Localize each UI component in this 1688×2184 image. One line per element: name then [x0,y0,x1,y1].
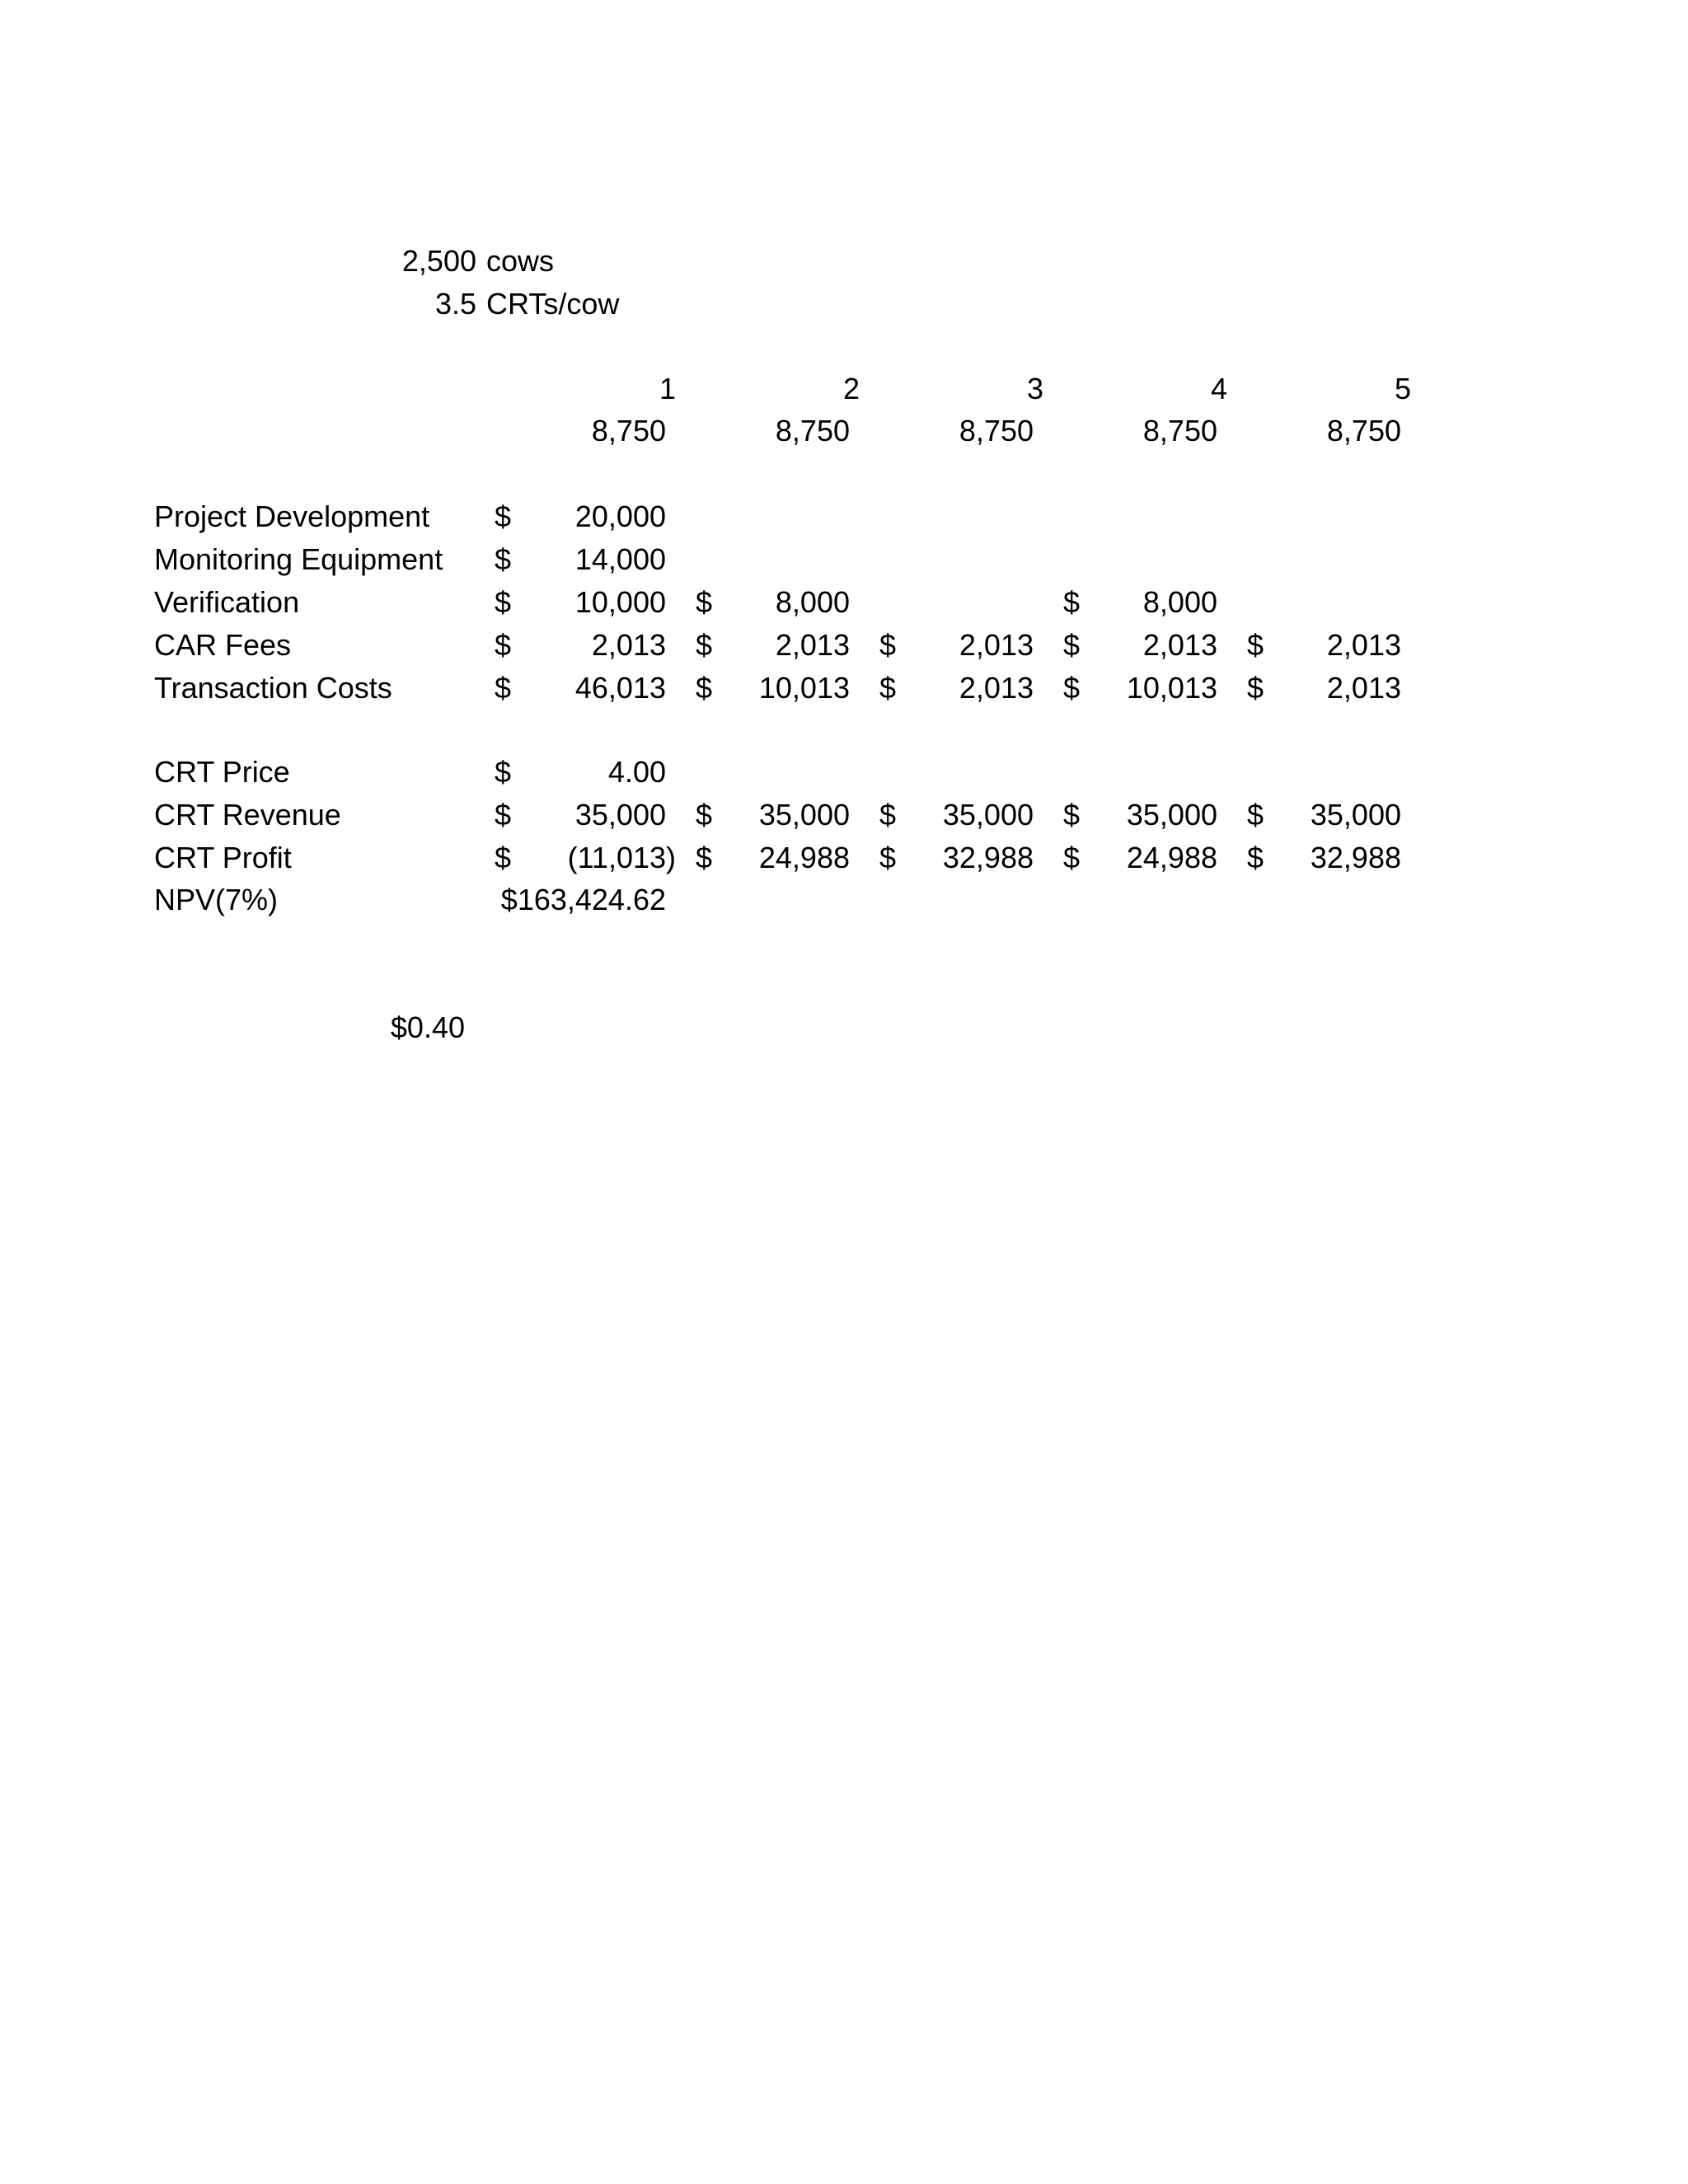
cows-unit: cows [486,244,555,278]
car-fees-year-3: 2,013 [959,628,1034,662]
crt-profit-year-5: 32,988 [1310,841,1401,874]
crt-revenue-year-1: 35,000 [574,798,666,832]
currency-symbol: $ [1063,671,1081,705]
currency-symbol: $ [1063,628,1081,662]
transaction-costs-year-2: 10,013 [758,671,850,705]
project-development-year-1: 20,000 [574,499,666,533]
crts-year-5: 8,750 [1326,414,1401,448]
currency-symbol: $ [879,671,897,705]
crts-year-1: 8,750 [591,414,666,448]
currency-symbol: $ [495,755,512,789]
currency-symbol: $ [1063,841,1081,874]
crt-revenue-year-4: 35,000 [1126,798,1217,832]
row-label-verification: Verification [154,585,300,619]
crt-profit-year-1: (11,013) [567,841,676,874]
currency-symbol: $ [1247,628,1264,662]
monitoring-equipment-year-1: 14,000 [574,542,666,576]
currency-symbol: $ [495,798,512,832]
npv-value: $163,424.62 [500,883,666,916]
currency-symbol: $ [495,841,512,874]
currency-symbol: $ [696,585,713,619]
car-fees-year-1: 2,013 [591,628,666,662]
year-header-3: 3 [1026,372,1043,405]
currency-symbol: $ [1063,798,1081,832]
verification-year-4: 8,000 [1142,585,1217,619]
transaction-costs-year-5: 2,013 [1326,671,1401,705]
row-label-crt-price: CRT Price [154,755,290,789]
car-fees-year-4: 2,013 [1142,628,1217,662]
currency-symbol: $ [1247,671,1264,705]
currency-symbol: $ [1247,798,1264,832]
transaction-costs-year-4: 10,013 [1126,671,1217,705]
currency-symbol: $ [879,841,897,874]
currency-symbol: $ [696,671,713,705]
crts-year-4: 8,750 [1142,414,1217,448]
transaction-costs-year-3: 2,013 [959,671,1034,705]
cows-value: 2,500 [401,244,476,278]
extra-value: $0.40 [390,1010,465,1044]
currency-symbol: $ [495,671,512,705]
currency-symbol: $ [696,798,713,832]
currency-symbol: $ [495,542,512,576]
transaction-costs-year-1: 46,013 [574,671,666,705]
row-label-crt-profit: CRT Profit [154,841,292,874]
crts-year-3: 8,750 [959,414,1034,448]
car-fees-year-5: 2,013 [1326,628,1401,662]
currency-symbol: $ [1247,841,1264,874]
crt-revenue-year-2: 35,000 [758,798,850,832]
row-label-car-fees: CAR Fees [154,628,292,662]
row-label-project-development: Project Development [154,499,430,533]
currency-symbol: $ [879,628,897,662]
crt-price-year-1: 4.00 [607,755,666,789]
currency-symbol: $ [495,585,512,619]
row-label-crt-revenue: CRT Revenue [154,798,341,832]
crts-per-cow-value: 3.5 [434,287,476,321]
currency-symbol: $ [495,499,512,533]
row-label-npv: NPV(7%) [154,883,279,916]
currency-symbol: $ [696,841,713,874]
crt-profit-year-2: 24,988 [758,841,850,874]
year-header-4: 4 [1210,372,1227,405]
currency-symbol: $ [495,628,512,662]
currency-symbol: $ [696,628,713,662]
year-header-5: 5 [1394,372,1411,405]
crt-revenue-year-3: 35,000 [942,798,1034,832]
car-fees-year-2: 2,013 [775,628,850,662]
currency-symbol: $ [879,798,897,832]
year-header-1: 1 [659,372,676,405]
crt-profit-year-3: 32,988 [942,841,1034,874]
crts-per-cow-unit: CRTs/cow [486,287,620,321]
verification-year-2: 8,000 [775,585,850,619]
currency-symbol: $ [1063,585,1081,619]
crt-profit-year-4: 24,988 [1126,841,1217,874]
row-label-transaction-costs: Transaction Costs [154,671,392,705]
crts-year-2: 8,750 [775,414,850,448]
year-header-2: 2 [842,372,860,405]
verification-year-1: 10,000 [574,585,666,619]
crt-revenue-year-5: 35,000 [1310,798,1401,832]
row-label-monitoring-equipment: Monitoring Equipment [154,542,443,576]
